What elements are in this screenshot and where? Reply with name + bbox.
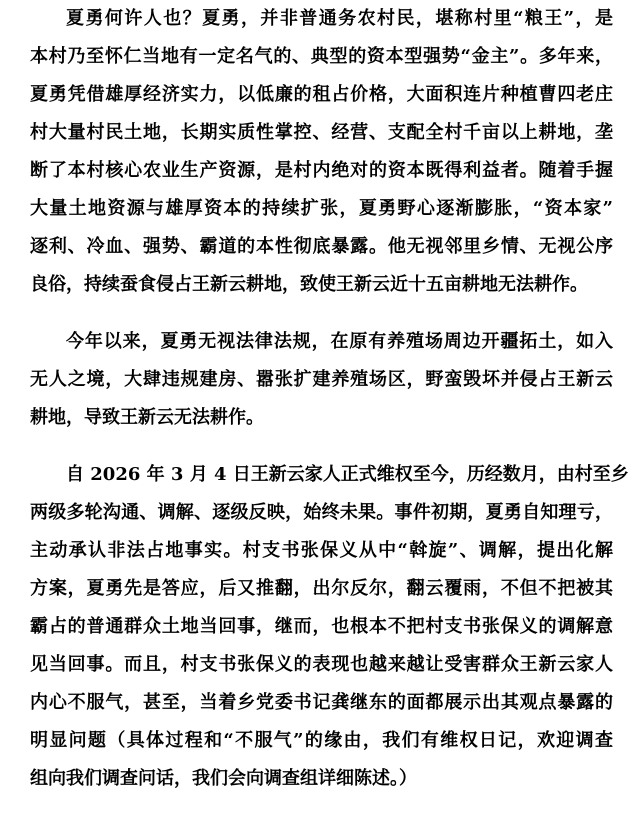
paragraph-line: 明显问题（具体过程和“不服气”的缘由，我们有维权日记，欢迎调查 <box>30 730 613 751</box>
paragraph-line: 本村乃至怀仁当地有一定名气的、典型的资本型强势“金主”。多年来， <box>30 46 613 67</box>
paragraph-line: 见当回事。而且，村支书张保义的表现也越来越让受害群众王新云家人 <box>30 654 613 675</box>
paragraph-line: 耕地，导致王新云无法耕作。 <box>30 407 264 428</box>
paragraph-line: 无人之境，大肆违规建房、嚣张扩建养殖场区，野蛮毁坏并侵占王新云 <box>30 369 613 390</box>
paragraph-line: 逐利、冷血、强势、霸道的本性彻底暴露。他无视邻里乡情、无视公序 <box>30 236 613 257</box>
paragraph-line: 良俗，持续蚕食侵占王新云耕地，致使王新云近十五亩耕地无法耕作。 <box>30 274 588 295</box>
paragraph-3 <box>30 456 629 798</box>
paragraph-line: 主动承认非法占地事实。村支书张保义从中“斡旋”、调解，提出化解 <box>30 540 613 561</box>
paragraph-line: 两级多轮沟通、调解、逐级反映，始终未果。事件初期，夏勇自知理亏， <box>30 502 613 523</box>
paragraph-line: 夏勇何许人也？夏勇，并非普通务农村民，堪称村里“粮王”，是 <box>66 8 613 29</box>
paragraph-2 <box>30 323 613 437</box>
paragraph-line: 内心不服气，甚至，当着乡党委书记龚继东的面都展示出其观点暴露的 <box>30 692 613 713</box>
document-page <box>30 0 629 798</box>
paragraph-1 <box>30 0 613 304</box>
paragraph-line: 方案，夏勇先是答应，后又推翻，出尔反尔，翻云覆雨，不但不把被其 <box>30 578 613 599</box>
paragraph-line: 自 2026 年 3 月 4 日王新云家人正式维权至今，历经数月，由村至乡 <box>66 464 629 485</box>
paragraph-line: 组向我们调查问话，我们会向调查组详细陈述。） <box>30 768 417 789</box>
paragraph-line: 夏勇凭借雄厚经济实力，以低廉的租占价格，大面积连片种植曹四老庄 <box>30 84 613 105</box>
paragraph-line: 今年以来，夏勇无视法律法规，在原有养殖场周边开疆拓土，如入 <box>66 331 613 352</box>
paragraph-line: 断了本村核心农业生产资源，是村内绝对的资本既得利益者。随着手握 <box>30 160 613 181</box>
paragraph-line: 村大量村民土地，长期实质性掌控、经营、支配全村千亩以上耕地，垄 <box>30 122 613 143</box>
paragraph-line: 霸占的普通群众土地当回事，继而，也根本不把村支书张保义的调解意 <box>30 616 613 637</box>
paragraph-line: 大量土地资源与雄厚资本的持续扩张，夏勇野心逐渐膨胀，“资本家” <box>30 198 613 219</box>
